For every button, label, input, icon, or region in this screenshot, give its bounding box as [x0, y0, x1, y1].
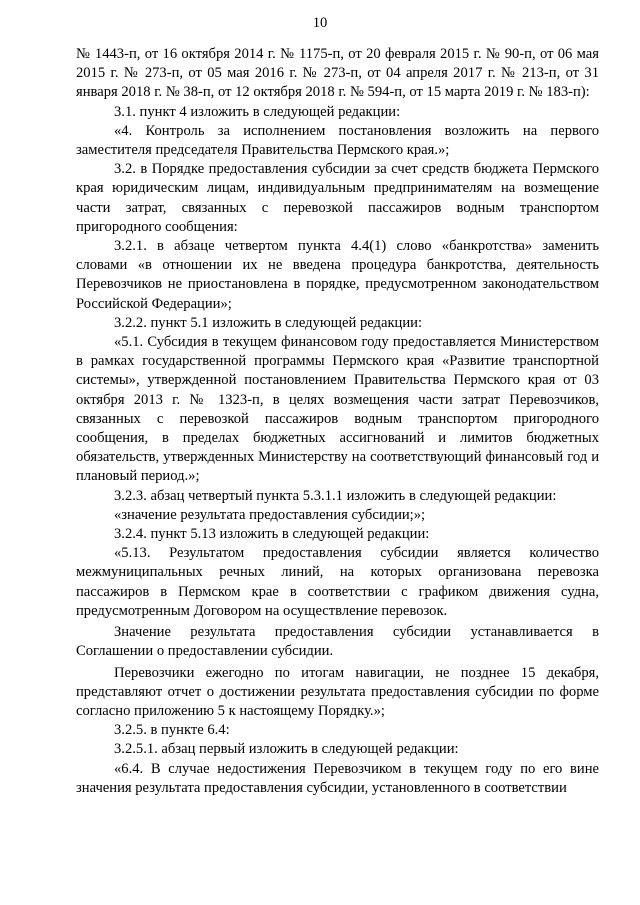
page-number: 10 [312, 15, 328, 31]
paragraph-result-agreement: Значение результата предоставления субсидии устанавливается в Соглашении о предоставлении субсидии. [76, 624, 599, 660]
paragraph-6-4: «6.4. В случае недостижения Перевозчиком в текущем году по его вине значения результата предоставления субсидии, установленного в соответствии [76, 760, 599, 796]
paragraph-citation-continuation: № 1443-п, от 16 октября 2014 г. № 1175-п, от 20 февраля 2015 г. № 90-п, от 06 мая 2015 г. № 273-п, от 05 мая 2016 г. № 273-п, от 04 апреля 2017 г. № 213-п, от 31 января 2018 г. № 38-п, от 12 октября 2018 г. № 594-п, от 15 марта 2019 г. № 183-п): [76, 46, 599, 101]
paragraph-3-2-3: 3.2.3. абзац четвертый пункта 5.3.1.1 изложить в следующей редакции: [114, 487, 557, 504]
paragraph-3-2: 3.2. в Порядке предоставления субсидии за счет средств бюджета Пермского края юридическим лицам, индивидуальным предпринимателям на возмещение части затрат, связанных с перевозкой пассажиров водным транспортом пригородного сообщения: [76, 161, 599, 235]
paragraph-3-1: 3.1. пункт 4 изложить в следующей редакции: [114, 103, 401, 120]
paragraph-3-2-2: 3.2.2. пункт 5.1 изложить в следующей редакции: [114, 314, 423, 331]
paragraph-4-control: «4. Контроль за исполнением постановления возложить на первого заместителя председателя Правительства Пермского края.»; [76, 122, 599, 159]
paragraph-3-2-1: 3.2.1. в абзаце четвертом пункта 4.4(1) слово «банкротства» заменить словами «в отношении их не введена процедура банкротства, деятельность Перевозчиков не приостановлена в порядке, предусмотренном законодательством Российской Федерации»; [76, 238, 599, 312]
paragraph-3-2-5: 3.2.5. в пункте 6.4: [114, 722, 230, 739]
paragraph-3-2-5-1: 3.2.5.1. абзац первый изложить в следующей редакции: [114, 741, 459, 758]
paragraph-5-13: «5.13. Результатом предоставления субсидии является количество межмуниципальных речных линий, на которых организована перевозка пассажиров в Пермском крае в соответствии с графиком движения судна, предусмотренным Договором на осуществление перевозок. [76, 545, 599, 619]
paragraph-carriers-report: Перевозчики ежегодно по итогам навигации, не позднее 15 декабря, представляют отчет о достижении результата предоставления субсидии по форме согласно приложению 5 к настоящему Порядку.»; [76, 664, 599, 719]
paragraph-result-value: «значение результата предоставления субсидии;»; [114, 506, 426, 523]
paragraph-5-1: «5.1. Субсидия в текущем финансовом году предоставляется Министерством в рамках государственной программы Пермского края «Развитие транспортной системы», утвержденной постановлением Правительства Пермского края от 03 октября 2013 г. № 1323-п, в целях возмещения части затрат Перевозчиков, связанных с перевозкой пассажиров водным транспортом пригородного сообщения, в пределах бюджетных ассигнований и лимитов бюджетных обязательств, утвержденных Министерству на соответствующий финансовый год и плановый период.»; [76, 334, 599, 485]
paragraph-3-2-4: 3.2.4. пункт 5.13 изложить в следующей редакции: [114, 526, 430, 543]
document-body [76, 45, 599, 798]
